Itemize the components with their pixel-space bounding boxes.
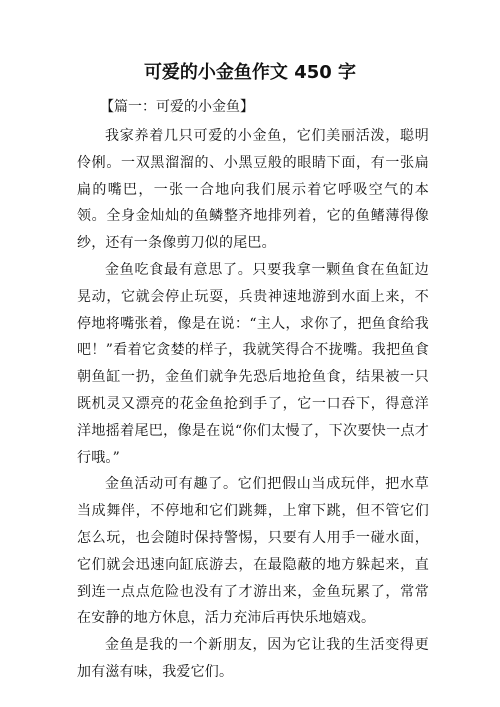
paragraph-4: 金鱼是我的一个新朋友，因为它让我的生活变得更加有滋有味，我爱它们。	[77, 637, 429, 680]
article-body	[77, 123, 429, 686]
paragraph-2: 金鱼吃食最有意思了。只要我拿一颗鱼食在鱼缸边晃动，它就会停止玩耍，兵贵神速地游到水面上来，不停地将嘴张着，像是在说：“主人，求你了，把鱼食给我吧！”看着它贪婪的样子，我就笑得合不拢嘴。我把鱼食朝鱼缸一扔，金鱼们就争先恐后地抢鱼食，结果被一只既机灵又漂亮的花金鱼抢到手了，它一口吞下，得意洋洋地摇着尾巴，像是在说“你们太慢了，下次要快一点才行哦。”	[77, 261, 429, 466]
paragraph-1: 我家养着几只可爱的小金鱼，它们美丽活泼，聪明伶俐。一双黑溜溜的、小黑豆般的眼睛下面，有一张扁扁的嘴巴，一张一合地向我们展示着它呼吸空气的本领。全身金灿灿的鱼鳞整齐地排列着，它的鱼鳍薄得像纱，还有一条像剪刀似的尾巴。	[77, 128, 429, 252]
page-title: 可爱的小金鱼作文 450 字	[143, 62, 357, 83]
section-heading: 【篇一：可爱的小金鱼】	[100, 99, 254, 115]
paragraph-3: 金鱼活动可有趣了。它们把假山当成玩伴，把水草当成舞伴，不停地和它们跳舞，上窜下跳，但不管它们怎么玩，也会随时保持警惕，只要有人用手一碰水面，它们就会迅速向缸底游去，在最隐蔽的地方躲起来，直到连一点点危险也没有了才游出来，金鱼玩累了，常常在安静的地方休息，活力充沛后再快乐地嬉戏。	[77, 476, 429, 627]
